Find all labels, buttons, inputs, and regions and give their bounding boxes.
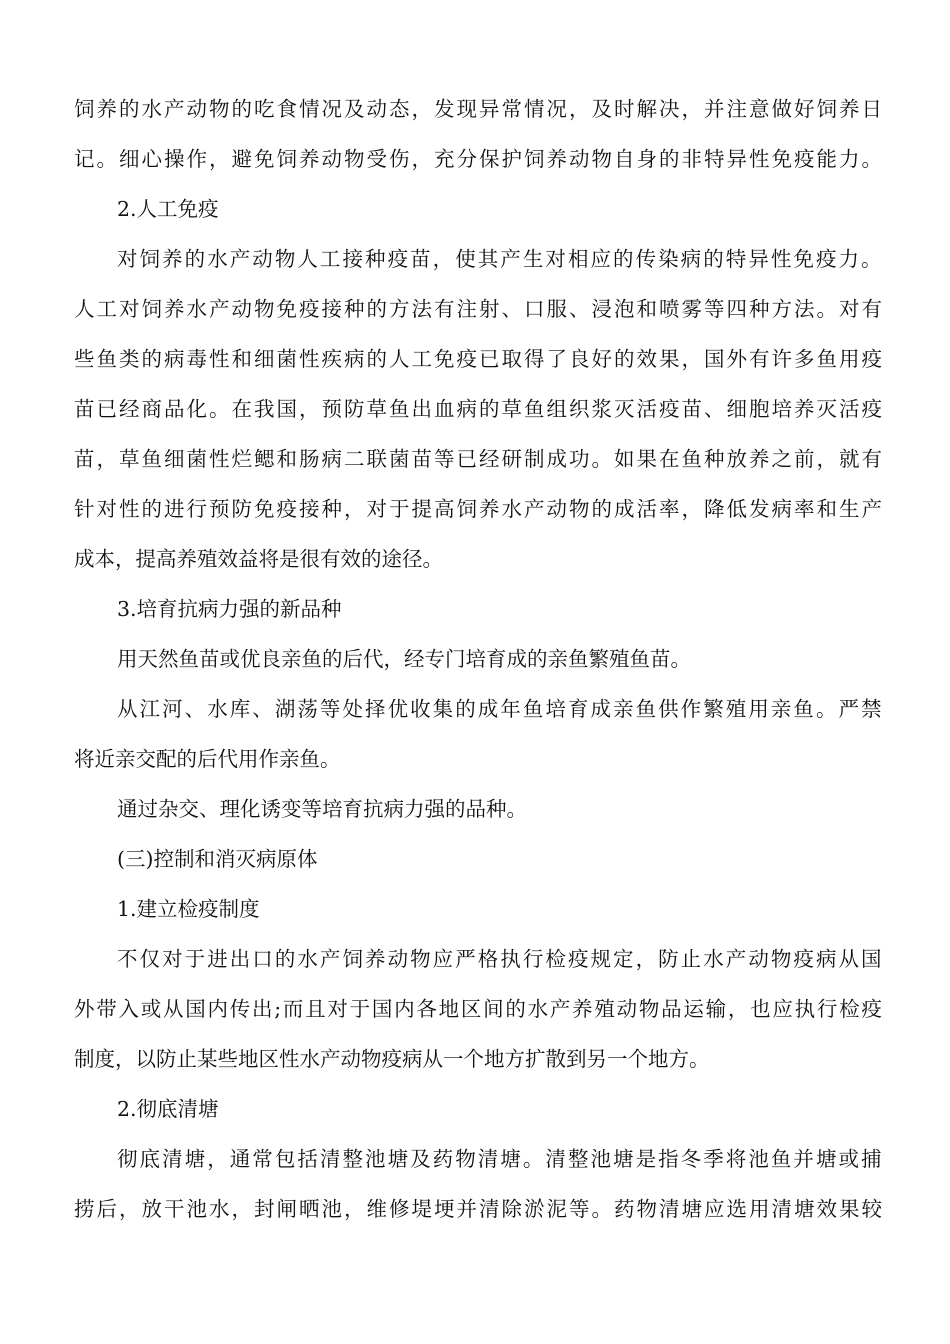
paragraph-line: 3.培育抗病力强的新品种 [117,597,342,621]
paragraph-line: 对 饲 养 的 水 产 动 物 人 工 接 种 疫 苗 ， 使 其 产 生 对 相 应 的 传 染 病 的 特 异 性 免 疫 力 。 [117,247,882,271]
paragraph-line: 记 。 细 心 操 作 ， 避 免 饲 养 动 物 受 伤 ， 充 分 保 护 饲 养 动 物 自 身 的 非 特 异 性 免 疫 能 力 。 [74,147,882,171]
paragraph-line: 些 鱼 类 的 病 毒 性 和 细 菌 性 疾 病 的 人 工 免 疫 已 取 得 了 良 好 的 效 果 ， 国 外 有 许 多 鱼 用 疫 [74,347,882,371]
paragraph-line: 将近亲交配的后代用作亲鱼。 [74,747,341,771]
paragraph-line: 彻 底 清 塘 ， 通 常 包 括 清 整 池 塘 及 药 物 清 塘 。 清 整 池 塘 是 指 冬 季 将 池 鱼 并 塘 或 捕 [117,1147,882,1171]
paragraph-line: 人 工 对 饲 养 水 产 动 物 免 疫 接 种 的 方 法 有 注 射 、 口 服 、 浸 泡 和 喷 雾 等 四 种 方 法 。 对 有 [74,297,882,321]
paragraph-line: 不 仅 对 于 进 出 口 的 水 产 饲 养 动 物 应 严 格 执 行 检 疫 规 定 ， 防 止 水 产 动 物 疫 病 从 国 [117,947,882,971]
paragraph-line: 饲 养 的 水 产 动 物 的 吃 食 情 况 及 动 态 ， 发 现 异 常 情 况 ， 及 时 解 决 ， 并 注 意 做 好 饲 养 日 [74,97,882,121]
paragraph-line: 外 带 入 或 从 国 内 传 出 ; 而 且 对 于 国 内 各 地 区 间 的 水 产 养 殖 动 物 品 运 输 ， 也 应 执 行 检 疫 [74,997,882,1021]
paragraph-line: 1.建立检疫制度 [117,897,260,921]
paragraph-line: 苗 已 经 商 品 化 。 在 我 国 ， 预 防 草 鱼 出 血 病 的 草 鱼 组 织 浆 灭 活 疫 苗 、 细 胞 培 养 灭 活 疫 [74,397,882,421]
paragraph-line: 苗 ， 草 鱼 细 菌 性 烂 鳃 和 肠 病 二 联 菌 苗 等 已 经 研 制 成 功 。 如 果 在 鱼 种 放 养 之 前 ， 就 有 [74,447,882,471]
paragraph-line: 用天然鱼苗或优良亲鱼的后代，经专门培育成的亲鱼繁殖鱼苗。 [117,647,691,671]
paragraph-line: 制度，以防止某些地区性水产动物疫病从一个地方扩散到另一个地方。 [74,1047,710,1071]
document-page [74,84,882,1234]
paragraph-line: 从 江 河 、 水 库 、 湖 荡 等 处 择 优 收 集 的 成 年 鱼 培 育 成 亲 鱼 供 作 繁 殖 用 亲 鱼 。 严 禁 [117,697,882,721]
paragraph-line: 2.人工免疫 [117,197,219,221]
paragraph-line: 通过杂交、理化诱变等培育抗病力强的品种。 [117,797,527,821]
paragraph-line: 2.彻底清塘 [117,1097,219,1121]
paragraph-line: 成本，提高养殖效益将是很有效的途径。 [74,547,443,571]
paragraph-line: 针 对 性 的 进 行 预 防 免 疫 接 种 ， 对 于 提 高 饲 养 水 产 动 物 的 成 活 率 ， 降 低 发 病 率 和 生 产 [74,497,882,521]
paragraph-line: (三)控制和消灭病原体 [117,847,318,871]
paragraph-line: 捞 后 ， 放 干 池 水 ， 封 闸 晒 池 ， 维 修 堤 埂 并 清 除 淤 泥 等 。 药 物 清 塘 应 选 用 清 塘 效 果 较 [74,1197,882,1221]
